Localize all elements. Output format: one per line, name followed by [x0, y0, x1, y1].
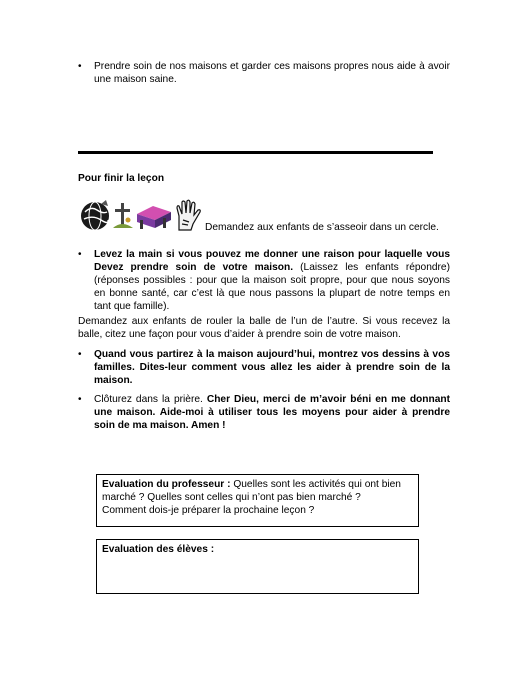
instruction-text: Demandez aux enfants de s’asseoir dans un cercle. [205, 222, 439, 233]
teacher-evaluation-questions: Quelles sont les activités qui ont bien marché ? Quelles sont celles qui n’ont pas bien marché ? [102, 479, 401, 503]
bullet-dot: • [78, 249, 82, 260]
cross-icon [113, 203, 133, 228]
raise-hand-question: Levez la main si vous pouvez me donner une raison pour laquelle vous Devez prendre soin de votre maison. [94, 249, 450, 273]
ball-paragraph: Demandez aux enfants de rouler la balle de l’un de l’autre. Si vous recevez la balle, citez une façon pour vous d’aider à prendre soin de votre maison. [78, 316, 450, 340]
bullet-prayer [78, 393, 450, 432]
hand-icon [177, 200, 200, 230]
intro-bullet-text: Prendre soin de nos maisons et garder ces maisons propres nous aide à avoir une maison saine. [94, 61, 450, 85]
intro-bullet [78, 60, 450, 86]
books-icon [137, 206, 171, 229]
bullet-take-home [78, 348, 450, 387]
prayer-intro: Clôturez dans la prière. [94, 394, 207, 405]
bullet-dot: • [78, 394, 82, 405]
section-divider [78, 151, 433, 154]
teacher-evaluation-box [96, 474, 419, 527]
bullet-raise-hand [78, 248, 450, 313]
take-home-text: Quand vous partirez à la maison aujourd’hui, montrez vos dessins à vos familles. Dites-leur comment vous allez les aider à prendre soin de la maison. [94, 349, 450, 386]
raise-hand-answers: (Laissez les enfants répondre) (réponses possibles : pour que la maison soit propre, pour que nous soyons en bonne santé, car c’est là que nous passons la plupart de notre temps en tant que famille). [94, 262, 450, 312]
student-evaluation-box [96, 539, 419, 594]
bullet-dot: • [78, 61, 82, 72]
teacher-evaluation-label: Evaluation du professeur : [102, 479, 231, 490]
section-title: Pour finir la leçon [78, 173, 165, 184]
student-evaluation-label: Evaluation des élèves : [102, 544, 215, 555]
bullet-dot: • [78, 349, 82, 360]
clipart-icons [79, 198, 207, 232]
teacher-evaluation-prep: Comment dois-je préparer la prochaine leçon ? [102, 505, 315, 516]
globe-prayer-icon [81, 200, 109, 230]
prayer-text: Cher Dieu, merci de m’avoir béni en me donnant une maison. Aide-moi à utiliser tous les moyens pour aider à prendre soin de ma maison. Amen ! [94, 394, 450, 431]
